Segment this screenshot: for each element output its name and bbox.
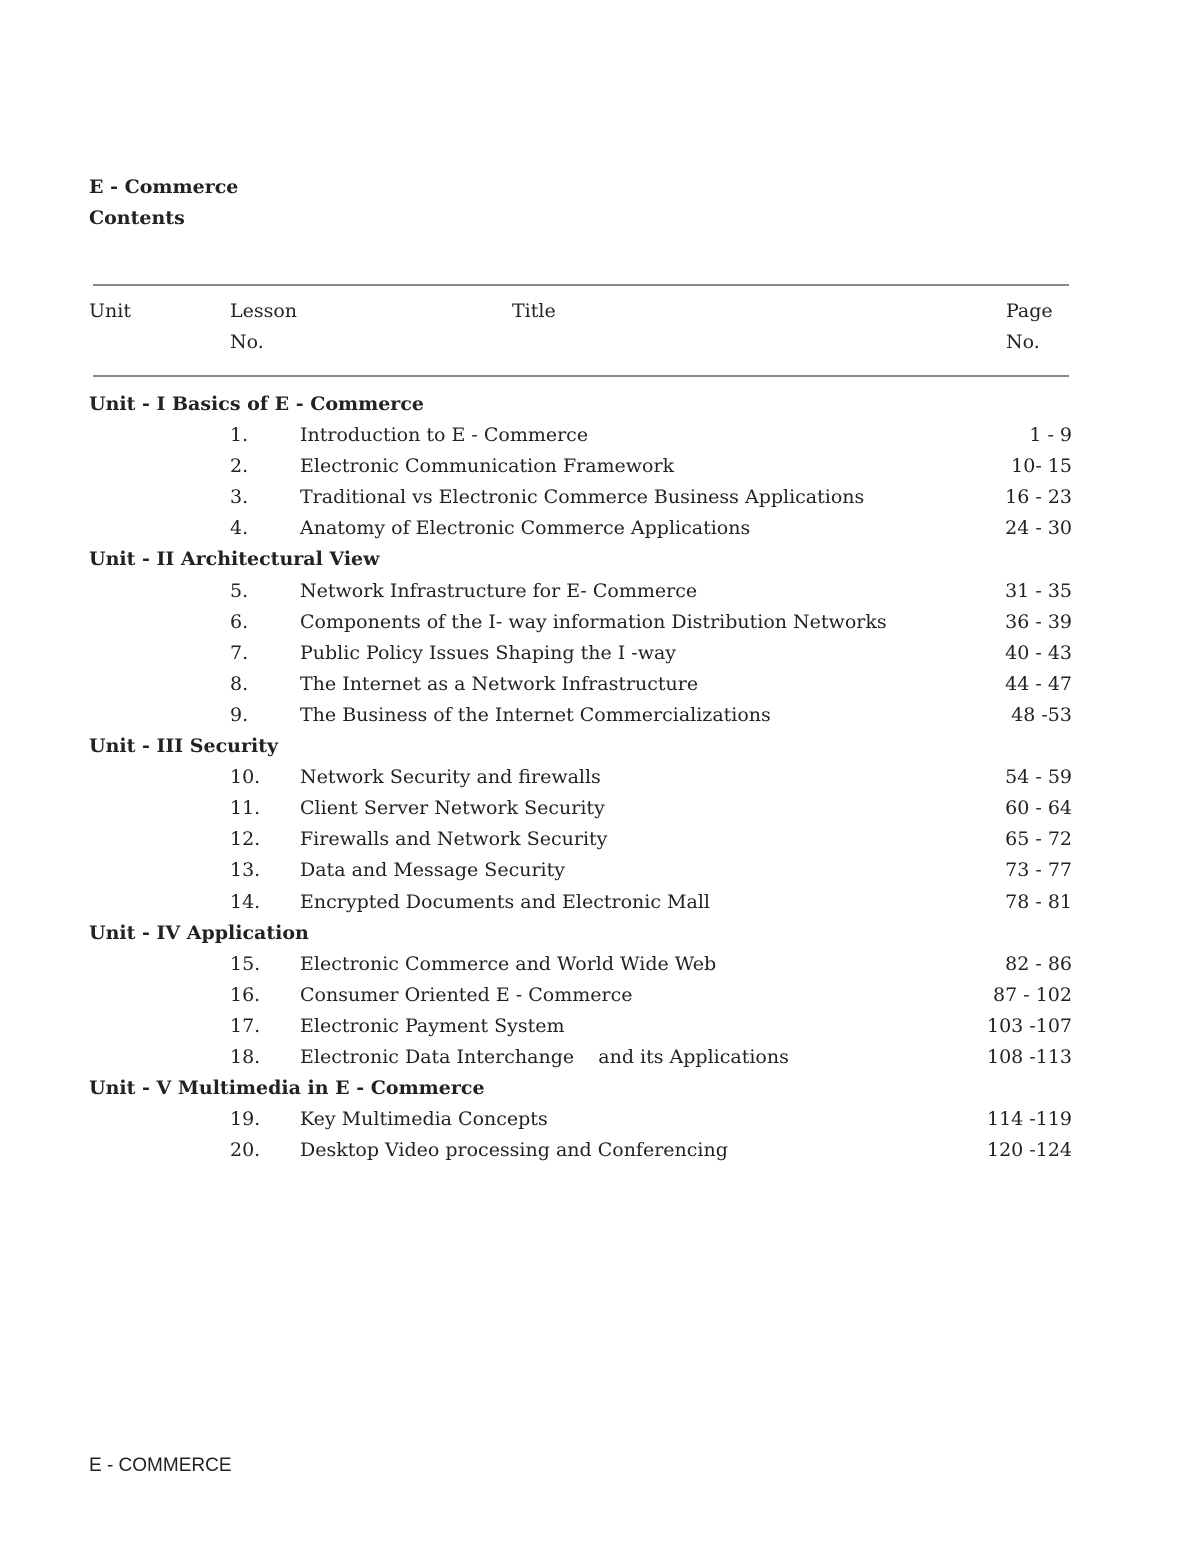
lesson-number: 12.	[230, 828, 261, 851]
lesson-title: Encrypted Documents and Electronic Mall	[300, 890, 710, 913]
lesson-pages: 1 - 9	[1029, 424, 1072, 447]
lesson-number: 2.	[230, 455, 249, 478]
lesson-row	[0, 638, 1200, 669]
contents-heading: Contents	[89, 207, 185, 229]
lesson-pages: 44 - 47	[1005, 672, 1072, 695]
lesson-row	[0, 980, 1200, 1011]
column-header-title: Title	[512, 300, 556, 322]
unit-row	[0, 1073, 1200, 1104]
lesson-title: Client Server Network Security	[300, 797, 605, 820]
unit-title: Unit - I Basics of E - Commerce	[89, 393, 424, 415]
table-top-rule	[93, 284, 1069, 286]
lesson-title: Firewalls and Network Security	[300, 828, 608, 851]
lesson-pages: 48 -53	[1011, 703, 1072, 726]
lesson-row	[0, 1011, 1200, 1042]
lesson-pages: 16 - 23	[1005, 486, 1072, 509]
lesson-title: Electronic Payment System	[300, 1014, 565, 1037]
table-header-rule	[93, 375, 1069, 377]
lesson-row	[0, 1135, 1200, 1166]
lesson-pages: 114 -119	[987, 1108, 1072, 1131]
lesson-pages: 31 - 35	[1005, 579, 1072, 602]
lesson-pages: 36 - 39	[1005, 610, 1072, 633]
lesson-pages: 87 - 102	[993, 983, 1072, 1006]
lesson-title: The Internet as a Network Infrastructure	[300, 672, 699, 695]
unit-title: Unit - IV Application	[89, 921, 309, 944]
lesson-title: Anatomy of Electronic Commerce Applications	[300, 517, 751, 540]
lesson-title: Desktop Video processing and Conferencing	[300, 1139, 728, 1162]
lesson-number: 15.	[230, 952, 261, 975]
lesson-title: Key Multimedia Concepts	[300, 1108, 548, 1131]
unit-row	[0, 389, 1200, 420]
lesson-title: Electronic Commerce and World Wide Web	[300, 952, 717, 975]
lesson-number: 5.	[230, 579, 249, 602]
lesson-number: 18.	[230, 1045, 261, 1068]
lesson-number: 8.	[230, 672, 249, 695]
column-header-lesson-no: No.	[230, 331, 264, 353]
lesson-pages: 24 - 30	[1005, 517, 1072, 540]
lesson-pages: 10- 15	[1011, 455, 1072, 478]
lesson-row	[0, 793, 1200, 824]
lesson-title: Components of the I- way information Distribution Networks	[300, 610, 887, 633]
lesson-row	[0, 420, 1200, 451]
lesson-row	[0, 824, 1200, 855]
lesson-number: 14.	[230, 890, 261, 913]
lesson-row	[0, 451, 1200, 482]
unit-row	[0, 731, 1200, 762]
lesson-pages: 73 - 77	[1005, 859, 1072, 882]
lesson-row	[0, 513, 1200, 544]
lesson-number: 6.	[230, 610, 249, 633]
lesson-row	[0, 855, 1200, 886]
lesson-title: Electronic Data Interchange and its Applications	[300, 1045, 789, 1068]
lesson-number: 19.	[230, 1108, 261, 1131]
lesson-row	[0, 762, 1200, 793]
column-header-page-no: No.	[1006, 331, 1040, 353]
unit-title: Unit - III Security	[89, 735, 279, 758]
lesson-pages: 103 -107	[987, 1014, 1072, 1037]
lesson-row	[0, 576, 1200, 607]
lesson-number: 4.	[230, 517, 249, 540]
lesson-row	[0, 949, 1200, 980]
lesson-row	[0, 1042, 1200, 1073]
lesson-pages: 120 -124	[987, 1139, 1072, 1162]
document-subject: E - Commerce	[89, 176, 239, 198]
lesson-row	[0, 700, 1200, 731]
lesson-pages: 60 - 64	[1005, 797, 1072, 820]
lesson-pages: 82 - 86	[1005, 952, 1072, 975]
lesson-title: Network Infrastructure for E- Commerce	[300, 579, 698, 602]
lesson-row	[0, 607, 1200, 638]
lesson-title: The Business of the Internet Commercializations	[300, 703, 771, 726]
unit-title: Unit - II Architectural View	[89, 548, 380, 571]
lesson-number: 1.	[230, 424, 249, 447]
lesson-title: Introduction to E - Commerce	[300, 424, 589, 447]
lesson-row	[0, 669, 1200, 700]
lesson-title: Consumer Oriented E - Commerce	[300, 983, 633, 1006]
column-header-lesson: Lesson	[230, 300, 298, 322]
lesson-number: 16.	[230, 983, 261, 1006]
unit-row	[0, 544, 1200, 575]
lesson-title: Traditional vs Electronic Commerce Business Applications	[300, 486, 865, 509]
lesson-number: 20.	[230, 1139, 261, 1162]
lesson-title: Electronic Communication Framework	[300, 455, 675, 478]
lesson-row	[0, 887, 1200, 918]
lesson-row	[0, 482, 1200, 513]
page-footer: E - COMMERCE	[89, 1455, 232, 1476]
unit-title: Unit - V Multimedia in E - Commerce	[89, 1077, 485, 1100]
lesson-number: 3.	[230, 486, 249, 509]
lesson-pages: 108 -113	[987, 1045, 1072, 1068]
lesson-title: Public Policy Issues Shaping the I -way	[300, 641, 677, 664]
lesson-number: 10.	[230, 766, 261, 789]
lesson-number: 7.	[230, 641, 249, 664]
table-of-contents	[0, 389, 1200, 1166]
lesson-row	[0, 1104, 1200, 1135]
unit-row	[0, 918, 1200, 949]
column-header-page: Page	[1006, 300, 1053, 322]
column-header-unit: Unit	[89, 300, 131, 322]
lesson-number: 13.	[230, 859, 261, 882]
lesson-pages: 54 - 59	[1005, 766, 1072, 789]
lesson-number: 9.	[230, 703, 249, 726]
lesson-title: Data and Message Security	[300, 859, 565, 882]
lesson-pages: 65 - 72	[1005, 828, 1072, 851]
lesson-number: 11.	[230, 797, 261, 820]
lesson-pages: 40 - 43	[1005, 641, 1072, 664]
lesson-number: 17.	[230, 1014, 261, 1037]
lesson-pages: 78 - 81	[1005, 890, 1072, 913]
lesson-title: Network Security and firewalls	[300, 766, 601, 789]
